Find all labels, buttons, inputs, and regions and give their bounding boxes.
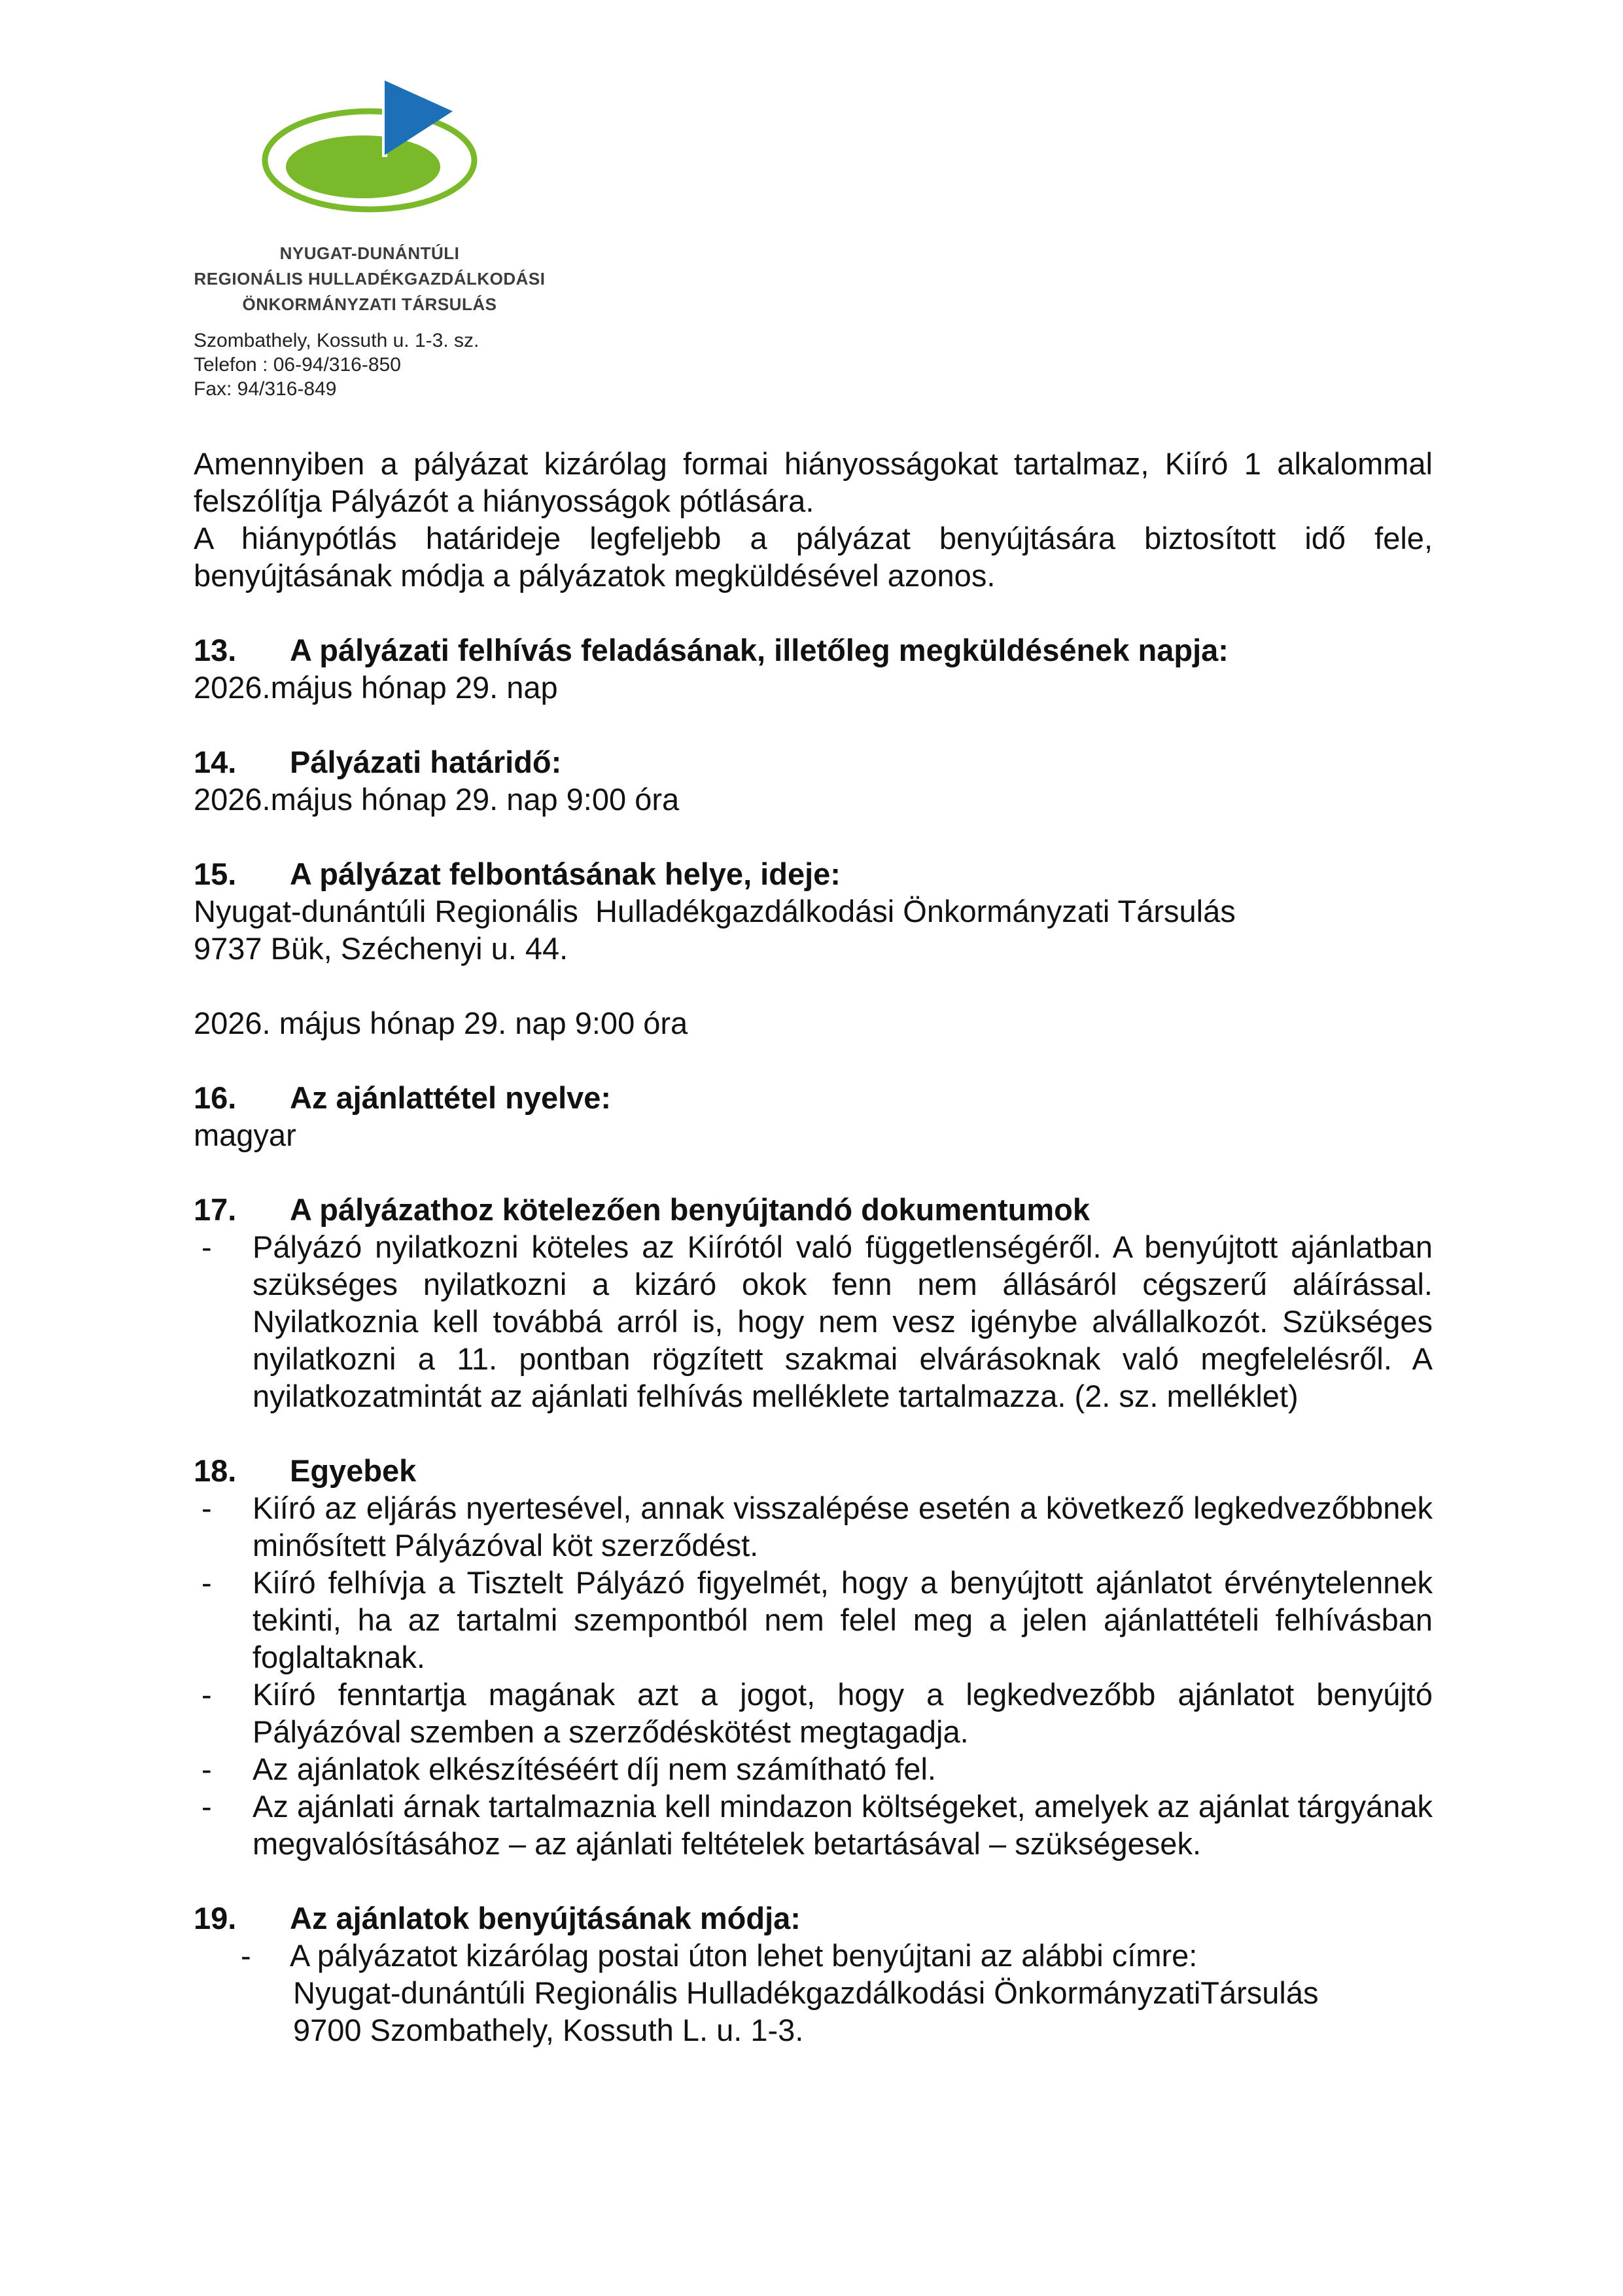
document-body bbox=[194, 445, 1433, 2049]
list-dash: - bbox=[201, 1491, 212, 1525]
list-item-text: Kiíró az eljárás nyertesével, annak visszalépése esetén a következő legkedvezőbbnek minősített Pályázóval köt szerződést. bbox=[253, 1491, 1433, 1563]
list-item bbox=[194, 1937, 1433, 1974]
list-item-text: Az ajánlatok elkészítéséért díj nem számítható fel. bbox=[253, 1752, 936, 1786]
list-dash: - bbox=[201, 1565, 212, 1600]
section-14-heading bbox=[194, 743, 1433, 781]
logo-emblem-icon bbox=[255, 75, 484, 236]
list-dash: - bbox=[241, 1938, 251, 1973]
section-number: 15. bbox=[194, 857, 237, 891]
list-dash: - bbox=[201, 1789, 212, 1824]
section-title: A pályázathoz kötelezően benyújtandó dokumentumok bbox=[290, 1192, 1091, 1227]
opening-location-address: 9737 Bük, Széchenyi u. 44. bbox=[194, 931, 568, 966]
list-item-text: Pályázó nyilatkozni köteles az Kiírótól való függetlenségéről. A benyújtott ajánlatban szükséges nyilatkozni a kizáró okok fenn nem állásáról cégszerű aláírással. Nyilatkoznia kell továbbá arról is, hogy nem vesz igénybe alvállalkozót. Szükséges nyilatkozni a 11. pontban rögzített szakmai elvárásoknak való megfelelésről. A nyilatkozatmintát az ajánlati felhívás melléklete tartalmazza. (2. sz. melléklet) bbox=[253, 1229, 1433, 1413]
section-number: 17. bbox=[194, 1192, 237, 1227]
list-item-text: A pályázatot kizárólag postai úton lehet benyújtani az alábbi címre: bbox=[290, 1938, 1198, 1973]
section-15-heading bbox=[194, 855, 1433, 892]
intro-paragraph: A hiánypótlás határideje legfeljebb a pályázat benyújtására biztosított idő fele, benyújtásának módja a pályázatok megküldésével azonos. bbox=[194, 521, 1433, 593]
section-title: A pályázat felbontásának helye, ideje: bbox=[290, 857, 841, 891]
section-19-heading bbox=[194, 1899, 1433, 1937]
section-title: Pályázati határidő: bbox=[290, 745, 562, 779]
intro-paragraph: Amennyiben a pályázat kizárólag formai hiányosságokat tartalmaz, Kiíró 1 alkalommal felszólítja Pályázót a hiányosságok pótlására. bbox=[194, 446, 1433, 518]
list-dash: - bbox=[201, 1229, 212, 1264]
section-number: 14. bbox=[194, 745, 237, 779]
contact-block bbox=[194, 328, 479, 401]
contact-address: Szombathely, Kossuth u. 1-3. sz. bbox=[194, 330, 480, 351]
section-18-heading bbox=[194, 1452, 1433, 1489]
list-item bbox=[194, 1228, 1433, 1415]
section-16-value: magyar bbox=[194, 1118, 296, 1152]
list-item-text: Kiíró fenntartja magának azt a jogot, hogy a legkedvezőbb ajánlatot benyújtó Pályázóval szemben a szerződéskötést megtagadja. bbox=[253, 1677, 1433, 1749]
contact-phone: Telefon : 06-94/316-850 bbox=[194, 354, 401, 376]
list-dash: - bbox=[201, 1752, 212, 1786]
section-number: 16. bbox=[194, 1080, 237, 1115]
org-name-line: ÖNKORMÁNYZATI TÁRSULÁS bbox=[242, 294, 497, 314]
organization-logo bbox=[190, 75, 550, 321]
section-14-value: 2026.május hónap 29. nap 9:00 óra bbox=[194, 782, 680, 817]
section-title: Az ajánlatok benyújtásának módja: bbox=[290, 1901, 801, 1935]
list-item bbox=[194, 1788, 1433, 1862]
list-item bbox=[194, 1750, 1433, 1788]
section-number: 18. bbox=[194, 1453, 237, 1488]
org-name-line: NYUGAT-DUNÁNTÚLI bbox=[279, 243, 460, 263]
section-number: 19. bbox=[194, 1901, 237, 1935]
section-title: A pályázati felhívás feladásának, illetőleg megküldésének napja: bbox=[290, 633, 1229, 667]
list-item-text: Az ajánlati árnak tartalmaznia kell mindazon költségeket, amelyek az ajánlat tárgyának megvalósításához – az ajánlati feltételek betartásával – szükségesek. bbox=[253, 1789, 1433, 1861]
opening-location-name: Nyugat-dunántúli Regionális Hulladékgazdálkodási Önkormányzati Társulás bbox=[194, 894, 1236, 928]
section-title: Az ajánlattétel nyelve: bbox=[290, 1080, 612, 1115]
section-17-heading bbox=[194, 1191, 1433, 1228]
list-item bbox=[194, 1676, 1433, 1750]
list-dash: - bbox=[201, 1677, 212, 1712]
org-name-line: REGIONÁLIS HULLADÉKGAZDÁLKODÁSI bbox=[194, 269, 546, 289]
section-13-heading bbox=[194, 631, 1433, 669]
section-16-heading bbox=[194, 1079, 1433, 1116]
section-13-value: 2026.május hónap 29. nap bbox=[194, 670, 558, 705]
section-title: Egyebek bbox=[290, 1453, 417, 1488]
list-item bbox=[194, 1489, 1433, 1564]
contact-fax: Fax: 94/316-849 bbox=[194, 378, 337, 400]
submission-address-street: 9700 Szombathely, Kossuth L. u. 1-3. bbox=[293, 2013, 804, 2047]
opening-time: 2026. május hónap 29. nap 9:00 óra bbox=[194, 1006, 688, 1040]
section-number: 13. bbox=[194, 633, 237, 667]
list-item-text: Kiíró felhívja a Tisztelt Pályázó figyelmét, hogy a benyújtott ajánlatot érvénytelennek tekinti, ha az tartalmi szempontból nem felel meg a jelen ajánlattételi felhívásban foglaltaknak. bbox=[253, 1565, 1433, 1674]
organization-name bbox=[190, 241, 550, 317]
list-item bbox=[194, 1564, 1433, 1676]
submission-address-name: Nyugat-dunántúli Regionális Hulladékgazdálkodási ÖnkormányzatiTársulás bbox=[293, 1975, 1319, 2010]
